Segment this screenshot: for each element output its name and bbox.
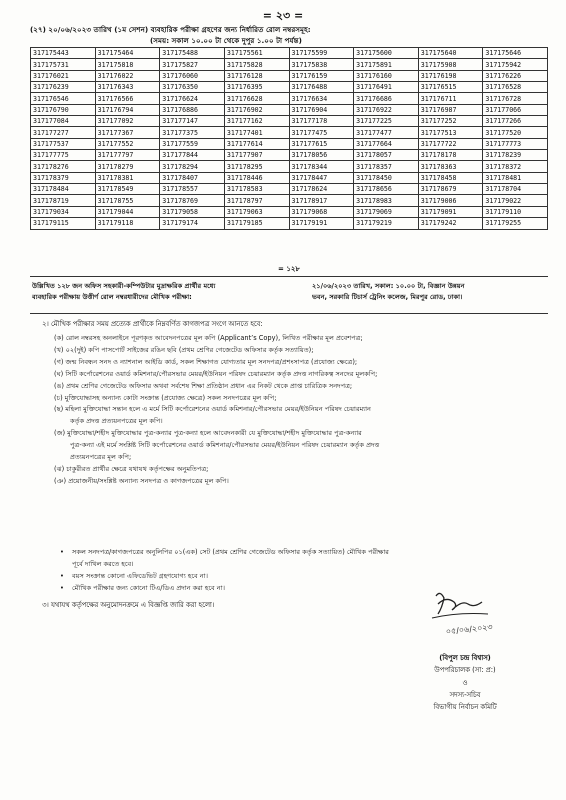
roll-number-cell: 317176198 xyxy=(418,70,483,81)
roll-number-cell: 317177066 xyxy=(483,104,548,115)
list-item: (ঙ) প্রথম শ্রেণির গেজেটেড অফিসার অথবা সর্বশেষ শিক্ষা প্রতিষ্ঠান প্রধান এর নিকট থেকে প্রাপ্ত চারিত্রিক সনদপত্র; xyxy=(54,381,353,390)
roll-number-cell: 317177178 xyxy=(289,116,354,127)
table-row xyxy=(31,70,548,81)
roll-number-cell: 317175818 xyxy=(95,59,160,70)
roll-number-cell: 317177367 xyxy=(95,127,160,138)
roll-number-cell: 317178557 xyxy=(160,184,225,195)
table-row xyxy=(31,116,548,127)
handwritten-signature xyxy=(428,586,518,648)
roll-number-cell: 317175891 xyxy=(354,59,419,70)
roll-number-cell: 317179058 xyxy=(160,206,225,217)
signatory-role: সদস্য-সচিব xyxy=(449,690,481,699)
roll-number-cell: 317176159 xyxy=(289,70,354,81)
list-item: কর্তৃক প্রদত্ত প্রত্যয়নপত্রের মূল কপি। xyxy=(70,417,163,426)
roll-number-cell: 317177552 xyxy=(95,138,160,149)
roll-number-cell: 317177162 xyxy=(224,116,289,127)
roll-number-cell: 317178057 xyxy=(354,150,419,161)
note-text: মৌখিক পরীক্ষার জন্য কোনো টিএ/ডিএ প্রদান করা হবে না। xyxy=(72,584,225,592)
table-row xyxy=(31,172,548,183)
roll-number-cell: 317176343 xyxy=(95,82,160,93)
page-number: = ২৩ = xyxy=(262,9,304,22)
roll-number-cell: 317176022 xyxy=(95,70,160,81)
note-text: পূর্বে দাখিল করতে হবে। xyxy=(72,560,134,568)
list-item: প্রত্যয়নপত্রের মূল কপি; xyxy=(70,453,132,462)
table-row xyxy=(31,138,548,149)
roll-number-cell: 317176060 xyxy=(160,70,225,81)
roll-number-cell: 317178656 xyxy=(354,184,419,195)
signatory-name: (বিপুল চন্দ্র বিশ্বাস) xyxy=(439,654,491,662)
signatory-block xyxy=(400,652,530,713)
roll-number-cell: 317177615 xyxy=(289,138,354,149)
table-row xyxy=(31,48,548,59)
roll-number-cell: 317178407 xyxy=(160,172,225,183)
roll-number-table xyxy=(30,47,548,230)
viva-schedule-line: ২১/০৬/২০২৩ তারিখ, সকাল: ১০.০০ টা, বিজ্ঞান উন্নয়ন xyxy=(312,282,465,290)
roll-number-cell: 317178983 xyxy=(354,195,419,206)
roll-number-cell: 317178379 xyxy=(31,172,96,183)
roll-number-cell: 317178447 xyxy=(289,172,354,183)
roll-number-cell: 317179034 xyxy=(31,206,96,217)
roll-number-cell: 317177775 xyxy=(31,150,96,161)
roll-number-cell: 317177907 xyxy=(224,150,289,161)
roll-number-cell: 317176624 xyxy=(160,93,225,104)
roll-number-cell: 317178769 xyxy=(160,195,225,206)
roll-number-cell: 317178917 xyxy=(289,195,354,206)
roll-number-cell: 317177664 xyxy=(354,138,419,149)
roll-number-cell: 317175488 xyxy=(160,48,225,59)
roll-number-cell: 317177092 xyxy=(95,116,160,127)
roll-number-cell: 317178458 xyxy=(418,172,483,183)
table-row xyxy=(31,127,548,138)
note-item xyxy=(60,546,548,558)
roll-number-cell: 317178450 xyxy=(354,172,419,183)
roll-number-cell: 317177147 xyxy=(160,116,225,127)
roll-number-cell: 317178372 xyxy=(483,161,548,172)
roll-number-cell: 317176987 xyxy=(418,104,483,115)
note-text: সকল সনদপত্র/কাগজপত্রের অনুলিপির ০১(এক) সেট (প্রথম শ্রেণির গেজেটেড অফিসার কর্তৃক সত্যায়িত) মৌখিক পরীক্ষার xyxy=(72,548,389,556)
table-row xyxy=(31,218,548,229)
table-row xyxy=(31,82,548,93)
roll-number-cell: 317178363 xyxy=(418,161,483,172)
roll-number-cell: 317176546 xyxy=(31,93,96,104)
notice-issued-line: ৩। যথাযথ কর্তৃপক্ষের অনুমোদনক্রমে এ বিজ্ঞপ্তি জারি করা হলো। xyxy=(42,601,215,609)
viva-schedule-text xyxy=(312,281,548,303)
roll-number-cell: 317178481 xyxy=(483,172,548,183)
roll-number-cell: 317177722 xyxy=(418,138,483,149)
roll-number-cell: 317179068 xyxy=(289,206,354,217)
roll-number-cell: 317175646 xyxy=(483,48,548,59)
list-item: (গ) জন্ম নিবন্ধন সনদ ও ন্যাশনাল আইডি কার্ড, সকল শিক্ষাগত যোগ্যতার মূল সনদপত্র/প্রশংসাপত্র (প্রযোজ্য ক্ষেত্রে); xyxy=(54,357,358,366)
roll-number-cell: 317177475 xyxy=(289,127,354,138)
roll-number-cell: 317176922 xyxy=(354,104,419,115)
roll-number-cell: 317177513 xyxy=(418,127,483,138)
roll-number-cell: 317176515 xyxy=(418,82,483,93)
roll-number-cell: 317178549 xyxy=(95,184,160,195)
roll-number-cell: 317176886 xyxy=(160,104,225,115)
roll-number-cell: 317178583 xyxy=(224,184,289,195)
roll-number-cell: 317179185 xyxy=(224,218,289,229)
table-row xyxy=(31,161,548,172)
roll-number-cell: 317179044 xyxy=(95,206,160,217)
roll-number-cell: 317179022 xyxy=(483,195,548,206)
table-row xyxy=(31,206,548,217)
table-row xyxy=(31,59,548,70)
roll-number-cell: 317178239 xyxy=(483,150,548,161)
roll-number-cell: 317178344 xyxy=(289,161,354,172)
roll-number-cell: 317177797 xyxy=(95,150,160,161)
total-count: = ১২৮ xyxy=(278,265,300,273)
list-item: (জ) মুক্তিযোদ্ধা/শহীদ মুক্তিযোদ্ধার পুত্র-কন্যার পুত্র-কন্যা হলে আবেদনকারী যে মুক্তিযোদ্ধা/শহীদ মুক্তিযোদ্ধার পুত্র-কন্যার xyxy=(54,429,362,438)
roll-number-cell: 317178276 xyxy=(31,161,96,172)
roll-number-cell: 317176794 xyxy=(95,104,160,115)
roll-number-cell: 317179242 xyxy=(418,218,483,229)
list-item: (ঞ) প্রয়োজনীয়/সংশ্লিষ্ট অন্যান্য সনদপত্র ও কাগজপত্রের মূল কপি। xyxy=(54,476,229,485)
viva-info-box xyxy=(30,276,548,314)
roll-number-cell: 317176711 xyxy=(418,93,483,104)
note-text: বয়স সংক্রান্ত কোনো এফিডেভিট গ্রহণযোগ্য হবে না। xyxy=(72,572,208,580)
time-subheading: (সময়: সকাল ১০.০০ টা থেকে দুপুর ১.০০ টা পর্যন্ত) xyxy=(150,36,302,45)
signatory-committee: বিভাগীয় নির্বাচন কমিটি xyxy=(433,703,497,712)
viva-schedule-line: ভবন, সরকারি টিচার্স ট্রেনিং কলেজ, মিরপুর রোড, ঢাকা। xyxy=(312,293,463,301)
roll-number-cell: 317179091 xyxy=(418,206,483,217)
roll-number-cell: 317178279 xyxy=(95,161,160,172)
roll-number-cell: 317178178 xyxy=(418,150,483,161)
roll-number-cell: 317178797 xyxy=(224,195,289,206)
section-heading: (২৭) ২০/০৬/২০২৩ তারিখ (১ম সেশন) ব্যবহারিক পরীক্ষা গ্রহণের জন্য নির্ধারিত রোল নম্বরসমূহ: xyxy=(30,25,311,34)
roll-number-cell: 317176528 xyxy=(483,82,548,93)
table-row xyxy=(31,93,548,104)
list-item: (চ) মুক্তিযোদ্ধাসহ অন্যান্য কোটা সংক্রান্ত (প্রযোজ্য ক্ষেত্রে) সকল সনদপত্রের মূল কপি; xyxy=(54,393,277,402)
roll-number-cell: 317175561 xyxy=(224,48,289,59)
roll-number-cell: 317177559 xyxy=(160,138,225,149)
list-item: (ঝ) চাকুরীরত প্রার্থীর ক্ষেত্রে যথাযথ কর্তৃপক্ষের অনুমতিপত্র; xyxy=(54,464,209,473)
roll-number-cell: 317177401 xyxy=(224,127,289,138)
roll-number-cell: 317177844 xyxy=(160,150,225,161)
bullet-icon: • xyxy=(60,548,64,556)
note-item xyxy=(60,558,548,570)
roll-number-cell: 317179110 xyxy=(483,206,548,217)
roll-number-cell: 317175443 xyxy=(31,48,96,59)
roll-number-cell: 317178719 xyxy=(31,195,96,206)
table-row xyxy=(31,104,548,115)
roll-number-cell: 317179219 xyxy=(354,218,419,229)
roll-number-cell: 317175600 xyxy=(354,48,419,59)
roll-number-cell: 317176239 xyxy=(31,82,96,93)
roll-number-cell: 317175731 xyxy=(31,59,96,70)
roll-number-cell: 317177225 xyxy=(354,116,419,127)
roll-number-cell: 317178357 xyxy=(354,161,419,172)
roll-number-cell: 317178381 xyxy=(95,172,160,183)
roll-number-cell: 317179174 xyxy=(160,218,225,229)
roll-number-cell: 317179115 xyxy=(31,218,96,229)
bullet-icon: • xyxy=(60,572,64,580)
roll-number-cell: 317176488 xyxy=(289,82,354,93)
roll-number-cell: 317178484 xyxy=(31,184,96,195)
roll-number-cell: 317179118 xyxy=(95,218,160,229)
instructions-intro: ২। মৌখিক পরীক্ষার সময় প্রত্যেক প্রার্থীকে নিম্নবর্ণিত কাগজপত্র সংগে আনতে হবে: xyxy=(42,320,263,328)
table-row xyxy=(31,150,548,161)
roll-number-cell: 317175464 xyxy=(95,48,160,59)
roll-number-cell: 317176902 xyxy=(224,104,289,115)
list-item: পুত্র-কন্যা এই মর্মে সংশ্লিষ্ট সিটি কর্পোরেশনের ওয়ার্ড কমিশনার/পৌরসভার মেয়র/ইউনিয়ন পরিষদ চেয়ারম্যান কর্তৃক প্রদত্ত xyxy=(70,441,380,450)
roll-number-cell: 317175828 xyxy=(224,59,289,70)
roll-number-cell: 317176904 xyxy=(289,104,354,115)
bullet-icon: • xyxy=(60,584,64,592)
viva-eligibility-line: ব্যবহারিক পরীক্ষায় উত্তীর্ণ রোল নম্বরধারীদের মৌখিক পরীক্ষা: xyxy=(32,293,192,301)
roll-number-cell: 317175908 xyxy=(418,59,483,70)
roll-number-cell: 317177277 xyxy=(31,127,96,138)
roll-number-cell: 317177084 xyxy=(31,116,96,127)
roll-number-cell: 317177252 xyxy=(418,116,483,127)
table-row xyxy=(31,195,548,206)
roll-number-cell: 317176634 xyxy=(289,93,354,104)
viva-eligibility-text xyxy=(32,281,294,303)
list-item: (খ) ০২(দুই) কপি পাসপোর্ট সাইজের রঙিন ছবি (প্রথম শ্রেণির গেজেটেড অফিসার কর্তৃক সত্যায়িত); xyxy=(54,345,314,354)
roll-number-cell: 317178624 xyxy=(289,184,354,195)
roll-number-cell: 317177375 xyxy=(160,127,225,138)
roll-number-cell: 317179069 xyxy=(354,206,419,217)
roll-number-cell: 317179191 xyxy=(289,218,354,229)
roll-number-cell: 317176021 xyxy=(31,70,96,81)
note-item xyxy=(60,570,548,582)
roll-number-cell: 317175599 xyxy=(289,48,354,59)
roll-number-cell: 317178704 xyxy=(483,184,548,195)
list-item: (ঘ) সিটি কর্পোরেশনের ওয়ার্ড কমিশনার/পৌরসভার মেয়র/ইউনিয়ন পরিষদ চেয়ারম্যান কর্তৃক প্রদত্ত নাগরিকত্ব সনদের মূলকপি; xyxy=(54,369,378,378)
table-row xyxy=(31,184,548,195)
roll-number-cell: 317176628 xyxy=(224,93,289,104)
roll-number-cell: 317177520 xyxy=(483,127,548,138)
roll-number-cell: 317178295 xyxy=(224,161,289,172)
list-item: (ক) রোল নম্বরসহ অনলাইনে পূরণকৃত আবেদনপত্রের মূল কপি (Applicant’s Copy), লিখিত পরীক্ষার মূল প্রবেশপত্র; xyxy=(54,334,363,342)
roll-number-cell: 317179006 xyxy=(418,195,483,206)
roll-number-cell: 317178679 xyxy=(418,184,483,195)
roll-number-cell: 317176350 xyxy=(160,82,225,93)
roll-number-cell: 317177266 xyxy=(483,116,548,127)
roll-number-cell: 317175838 xyxy=(289,59,354,70)
roll-number-cell: 317178446 xyxy=(224,172,289,183)
svg-text:০৫/০৬/২০২৩: ০৫/০৬/২০২৩ xyxy=(445,622,494,637)
roll-number-cell: 317177614 xyxy=(224,138,289,149)
roll-number-cell: 317176226 xyxy=(483,70,548,81)
roll-number-cell: 317178294 xyxy=(160,161,225,172)
required-documents-list xyxy=(54,333,548,488)
roll-number-cell: 317175640 xyxy=(418,48,483,59)
roll-number-cell: 317176790 xyxy=(31,104,96,115)
roll-number-cell: 317178755 xyxy=(95,195,160,206)
roll-number-cell: 317179063 xyxy=(224,206,289,217)
roll-number-cell: 317178056 xyxy=(289,150,354,161)
viva-eligibility-line: উল্লিখিত ১২৮ জন অফিস সহকারী-কম্পিউটার মুদ্রাক্ষরিক প্রার্থীর মধ্যে xyxy=(32,282,216,290)
roll-number-cell: 317176686 xyxy=(354,93,419,104)
list-item: (ছ) মহিলা মুক্তিযোদ্ধা সন্তান হলে এ মর্মে সিটি কর্পোরেশনের ওয়ার্ড কমিশনার/পৌরসভার মেয়র/ইউনিয়ন পরিষদ চেয়ারম্যান xyxy=(54,405,371,414)
signatory-conjunction: ও xyxy=(462,678,468,687)
roll-number-cell: 317176395 xyxy=(224,82,289,93)
roll-number-cell: 317176566 xyxy=(95,93,160,104)
roll-number-cell: 317179255 xyxy=(483,218,548,229)
roll-number-cell: 317176160 xyxy=(354,70,419,81)
roll-number-cell: 317177773 xyxy=(483,138,548,149)
roll-number-cell: 317176491 xyxy=(354,82,419,93)
roll-number-cell: 317175827 xyxy=(160,59,225,70)
signatory-designation: উপপরিচালক (সা: প্র:) xyxy=(434,666,496,675)
roll-number-cell: 317177537 xyxy=(31,138,96,149)
roll-number-cell: 317175942 xyxy=(483,59,548,70)
roll-number-cell: 317177477 xyxy=(354,127,419,138)
roll-number-cell: 317176728 xyxy=(483,93,548,104)
roll-number-cell: 317176128 xyxy=(224,70,289,81)
